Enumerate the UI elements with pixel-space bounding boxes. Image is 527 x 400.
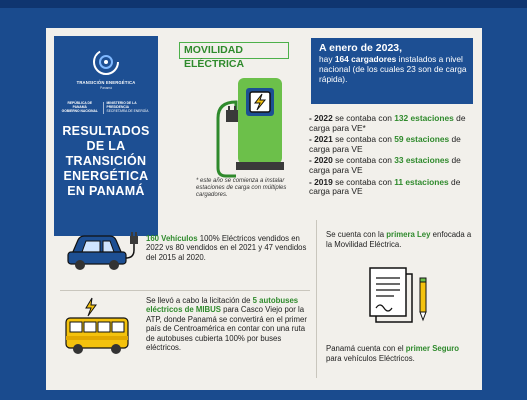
chargers-highlight-box [311, 38, 473, 104]
sidebar-panel [54, 36, 158, 236]
stations-by-year-list [309, 114, 477, 199]
government-logos [60, 100, 152, 116]
electric-bus-icon [62, 296, 132, 356]
vertical-divider [316, 220, 317, 378]
vehicles-sold-text: 160 Vehículos 100% Eléctricos vendidos en 2022 vs 80 vendidos en el 2021 y 47 vendidos del 2015 al 2020. [146, 234, 307, 262]
ev-charger-icon [196, 72, 286, 182]
electric-car-icon [64, 228, 142, 272]
logo-separator [103, 102, 104, 114]
list-item: - 2019 se contaba con 11 estaciones de carga para VE [309, 176, 461, 197]
infographic-card [46, 28, 482, 390]
first-law-text: Se cuenta con la primera Ley enfocada a la Movilidad Eléctrica. [326, 230, 472, 249]
list-item: - 2021 se contaba con 59 estaciones de carga para VE [309, 134, 461, 154]
horizontal-divider [60, 290, 310, 291]
list-item: - 2022 se contaba con 132 estaciones de carga para VE* [309, 113, 466, 133]
charger-footnote: * este año se comienza a instalar estaciones de carga con múltiples cargadores. [196, 178, 287, 198]
buses-tender-text: Se llevó a cabo la licitación de 5 autobuses eléctricos de MIBUS para Casco Viejo por la ATP, donde Panamá se convertirá en el primer país de Centroamérica en contar con una ruta de autobuses cubierta 100% por buses eléctricos. [146, 296, 307, 353]
highlight-title: A enero de 2023, [319, 42, 403, 54]
republic-logo: REPÚBLICA DE PANAMÁ GOBIERNO NACIONAL [61, 101, 98, 113]
ministry-logo: MINISTERIO DE LA PRESIDENCIA SECRETARÍA DE ENERGÍA [106, 101, 149, 113]
highlight-text: hay 164 cargadores instalados a nivel nacional (de los cuales 23 son de carga rápida). [319, 54, 467, 84]
transition-logo-icon [92, 48, 120, 76]
logo-title: TRANSICIÓN ENERGÉTICA [76, 80, 136, 85]
top-band [0, 0, 527, 8]
sidebar-title: RESULTADOS DE LA TRANSICIÓN ENERGÉTICA EN PANAMÁ [62, 124, 150, 198]
logo-subtitle: Panamá [100, 86, 112, 90]
document-pen-icon [362, 264, 442, 328]
section-badge: MOVILIDAD ELÉCTRICA [179, 42, 289, 59]
list-item: - 2020 se contaba con 33 estaciones de carga para VE [309, 155, 461, 175]
insurance-text: Panamá cuenta con el primer Seguro para vehículos Eléctricos. [326, 344, 460, 363]
